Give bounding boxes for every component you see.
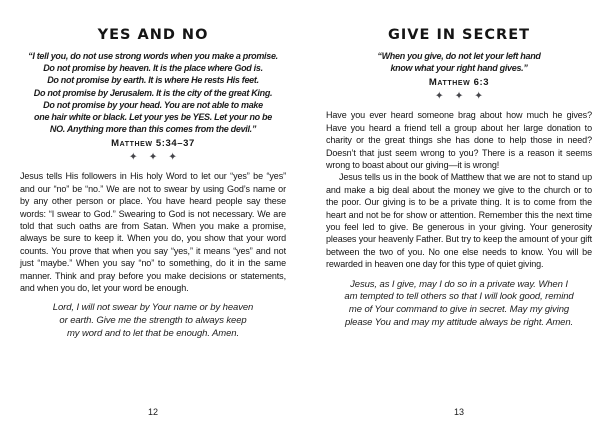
epigraph-line: “I tell you, do not use strong words when you make a promise.	[28, 51, 278, 61]
star-ornament-icon: ✦ ✦ ✦	[128, 151, 182, 164]
prayer-line: my word and to let that be enough. Amen.	[66, 328, 240, 340]
devotional-body	[20, 170, 286, 294]
prayer-line: me of Your command to give in secret. May my giving	[348, 304, 570, 316]
page-number: 12	[147, 407, 158, 417]
scripture-epigraph	[20, 50, 286, 135]
epigraph-line: “When you give, do not let your left hand	[377, 51, 541, 61]
scripture-reference: Matthew 5:34–37	[111, 138, 195, 150]
prayer-line: Jesus, as I give, may I do so in a private way. When I	[350, 278, 568, 290]
body-paragraph: Jesus tells us in the book of Matthew that we are not to stand up and make a big deal about the money we give to the church or to the poor. Our giving is to be a private thing. It is to come from the heart and not be for show or attention. Remember this the next time you feel led to give. Be generous in your giving. Your generosity pleases your heavenly Father. But try to keep the amount of your gift between the two of you. No one else needs to know. You will be rewarded in heaven one day for this type of quiet giving.	[326, 172, 592, 270]
epigraph-line: Do not promise by Jerusalem. It is the city of the great King.	[33, 87, 273, 98]
chapter-title: YES AND NO	[97, 27, 209, 43]
body-paragraph: Have you ever heard someone brag about how much he gives? Have you heard a friend tell a group about her large donation to charity or the great things she has done to help those in need? Doesn’t that just seem wrong to you? There is a reason it seems wrong to boast about our giving—it is wrong!	[326, 110, 592, 171]
chapter-title: GIVE IN SECRET	[387, 27, 530, 43]
epigraph-line: one hair white or black. Let your yes be YES. Let your no be	[34, 112, 272, 123]
epigraph-line: Do not promise by your head. You are not able to make	[43, 99, 263, 110]
prayer-line: am tempted to tell others so that I will look good, remind	[344, 291, 574, 303]
prayer-line: Lord, I will not swear by Your name or by heaven	[52, 302, 254, 314]
prayer-text	[20, 302, 286, 340]
body-paragraph: Jesus tells His followers in His holy Word to let our “yes” be “yes” and our “no” be “no.” We are not to swear by using God’s name or by any other person or place. You have heard people say these words: “I swear to God.” Swearing to God is not necessary. We are told that such oaths are from Satan. When you make a promise, always be sure to keep it. When you do, you show that your word counts. You prove that when you say “yes,” it means “yes” and not just “maybe.” When you say “no” to something, do it in the same manner. Think and pray before you make decisions or statements, and when you do, let your word be enough.	[20, 171, 286, 294]
epigraph-line: Do not promise by earth. It is where He rests His feet.	[47, 75, 259, 86]
devotional-body	[326, 109, 592, 270]
prayer-line: please You and may my attitude always be right. Amen.	[344, 317, 574, 329]
page-number: 13	[453, 407, 464, 417]
epigraph-line: NO. Anything more than this comes from the devil.”	[49, 124, 257, 135]
scripture-reference: Matthew 6:3	[428, 77, 490, 89]
prayer-text	[326, 279, 592, 330]
page-left-content	[20, 27, 286, 341]
star-ornament-icon: ✦ ✦ ✦	[434, 90, 488, 103]
prayer-line: or earth. Give me the strength to always keep	[59, 315, 247, 327]
page-right	[306, 0, 612, 432]
epigraph-line: know what your right hand gives.”	[390, 63, 528, 74]
page-right-content	[326, 27, 592, 330]
scripture-epigraph	[326, 50, 592, 74]
epigraph-line: Do not promise by heaven. It is the place where God is.	[43, 63, 263, 74]
